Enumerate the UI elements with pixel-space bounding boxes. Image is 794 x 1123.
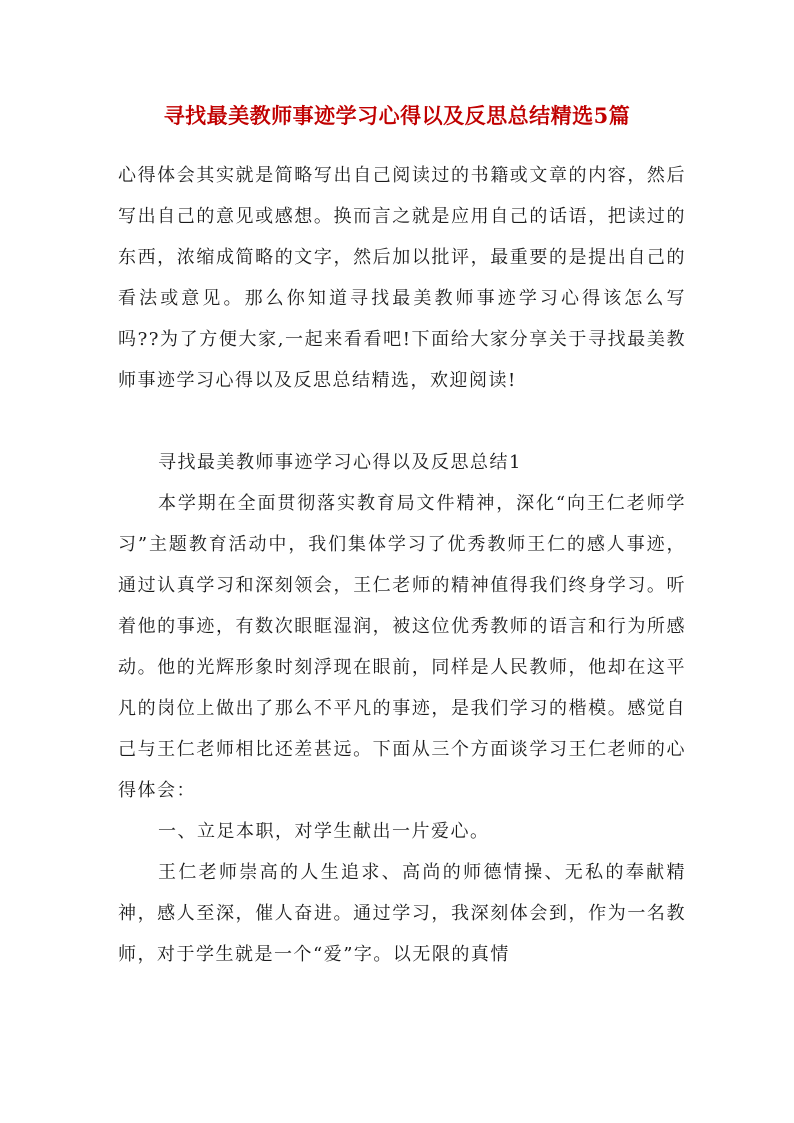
body-paragraph-1: 本学期在全面贯彻落实教育局文件精神，深化“向王仁老师学习”主题教育活动中，我们集体学习了优秀教师王仁的感人事迹，通过认真学习和深刻领会，王仁老师的精神值得我们终身学习。听着他的事迹，有数次眼眶湿润，被这位优秀教师的语言和行为所感动。他的光辉形象时刻浮现在眼前，同样是人民教师，他却在这平凡的岗位上做出了那么不平凡的事迹，是我们学习的楷模。感觉自己与王仁老师相比还差甚远。下面从三个方面谈学习王仁老师的心得体会： — [118, 493, 686, 801]
body-paragraph-2: 一、立足本职，对学生献出一片爱心。 — [158, 821, 490, 842]
paragraph-gap — [118, 401, 686, 442]
body-paragraph-3: 王仁老师崇高的人生追求、高尚的师德情操、无私的奉献精神，感人至深，催人奋进。通过学习，我深刻体会到，作为一名教师，对于学生就是一个“爱”字。以无限的真情 — [118, 862, 686, 965]
document-body — [118, 155, 686, 975]
intro-paragraph: 心得体会其实就是简略写出自己阅读过的书籍或文章的内容，然后写出自己的意见或感想。换而言之就是应用自己的话语，把读过的东西，浓缩成简略的文字，然后加以批评，最重要的是提出自己的看法或意见。那么你知道寻找最美教师事迹学习心得该怎么写吗??为了方便大家,一起来看看吧!下面给大家分享关于寻找最美教师事迹学习心得以及反思总结精选，欢迎阅读! — [118, 165, 686, 391]
document-title: 寻找最美教师事迹学习心得以及反思总结精选5篇 — [163, 103, 631, 128]
section-heading: 寻找最美教师事迹学习心得以及反思总结1 — [158, 452, 522, 473]
